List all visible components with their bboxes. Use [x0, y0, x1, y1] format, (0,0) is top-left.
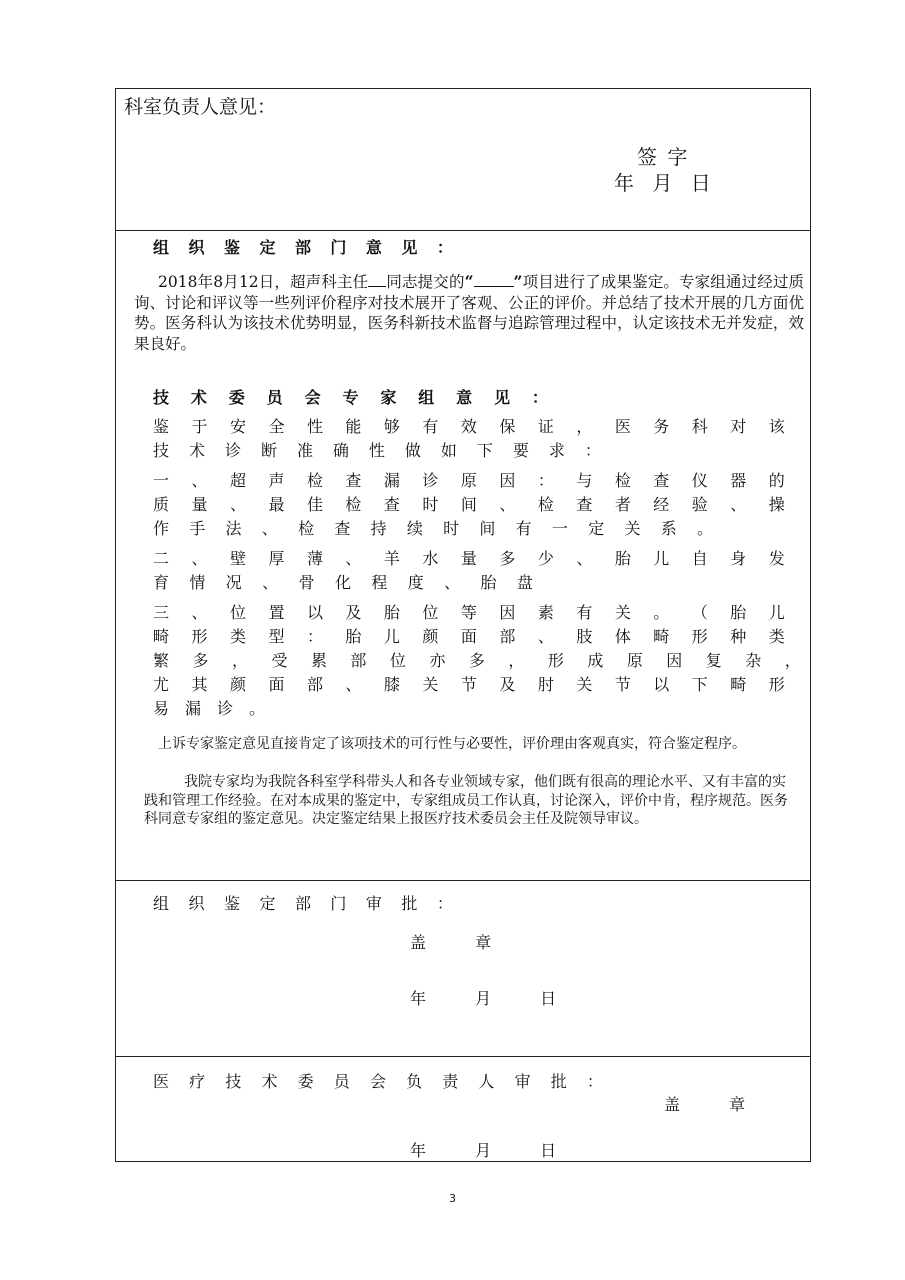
- seal-label: 盖 章: [410, 933, 492, 952]
- project-name-blank: [474, 271, 514, 287]
- appraisal-dept-opinion-title: 组 织 鉴 定 部 门 意 见 ：: [153, 238, 453, 257]
- item3-line-1: 三 、 位 置 以 及 胎 位 等 因 素 有 关 。 （ 胎 儿: [153, 603, 785, 622]
- lead-line-1: 鉴 于 安 全 性 能 够 有 效 保 证 ， 医 务 科 对 该: [153, 417, 785, 436]
- seal-label: 盖 章: [664, 1095, 746, 1114]
- expert-group-opinion-title: 技 术 委 员 会 专 家 组 意 见 ：: [153, 388, 548, 407]
- name-blank: [368, 271, 386, 287]
- row-divider: [116, 1056, 810, 1057]
- item2-line-1: 二 、 壁 厚 薄 、 羊 水 量 多 少 、 胎 儿 自 身 发: [153, 549, 785, 568]
- row-divider: [116, 880, 810, 881]
- date-label: 年 月 日: [410, 989, 557, 1008]
- item2-line-2: 育 情 况 、 骨 化 程 度 、 胎 盘: [153, 573, 533, 592]
- signature-label: 签 字: [637, 145, 690, 169]
- date-label: 年 月 日: [410, 1141, 557, 1160]
- item1-line-1: 一 、 超 声 检 查 漏 诊 原 因 ： 与 检 查 仪 器 的: [153, 471, 785, 490]
- dept-head-opinion-label: 科室负责人意见：: [124, 96, 277, 118]
- item1-line-3: 作 手 法 、 检 查 持 续 时 间 有 一 定 关 系 。: [153, 519, 713, 538]
- row-divider: [116, 230, 810, 231]
- summary-paragraph-2: 我院专家均为我院各科室学科带头人和各专业领域专家，他们既有很高的理论水平、又有丰富的实践和管理工作经验。在对本成果的鉴定中，专家组成员工作认真，讨论深入，评价中肯，程序规范。医务科同意专家组的鉴定意见。决定鉴定结果上报医疗技术委员会主任及院领导审议。: [144, 774, 788, 827]
- summary-paragraph-1: 上诉专家鉴定意见直接肯定了该项技术的可行性与必要性，评价理由客观真实，符合鉴定程序。: [158, 736, 746, 752]
- appraisal-dept-approval-title: 组 织 鉴 定 部 门 审 批 ：: [153, 894, 453, 913]
- date-label: 年 月 日: [614, 171, 717, 195]
- item3-line-3: 繁 多 ， 受 累 部 位 亦 多 ， 形 成 原 因 复 杂 ，: [153, 651, 801, 670]
- appraisal-intro-paragraph: 2018年8月12日，超声科主任 同志提交的“ ”项目进行了成果鉴定。专家组通过经过质询、讨论和评议等一些列评价程序对技术展开了客观、公正的评价。并总结了技术开展的几方面优势。医务科认为该技术优势明显，医务科新技术监督与追踪管理过程中，认定该技术无并发症，效果良好。: [134, 272, 804, 353]
- page-number: 3: [449, 1192, 456, 1205]
- lead-line-2: 技 术 诊 断 准 确 性 做 如 下 要 求 ：: [153, 441, 601, 460]
- item3-line-4: 尤 其 颜 面 部 、 膝 关 节 及 肘 关 节 以 下 畸 形: [153, 675, 785, 694]
- item3-line-5: 易 漏 诊 。: [153, 699, 265, 718]
- item1-line-2: 质 量 、 最 佳 检 查 时 间 、 检 查 者 经 验 、 操: [153, 495, 785, 514]
- committee-head-approval-title: 医 疗 技 术 委 员 会 负 责 人 审 批 ：: [153, 1072, 603, 1091]
- item3-line-2: 畸 形 类 型 ： 胎 儿 颜 面 部 、 肢 体 畸 形 种 类: [153, 627, 785, 646]
